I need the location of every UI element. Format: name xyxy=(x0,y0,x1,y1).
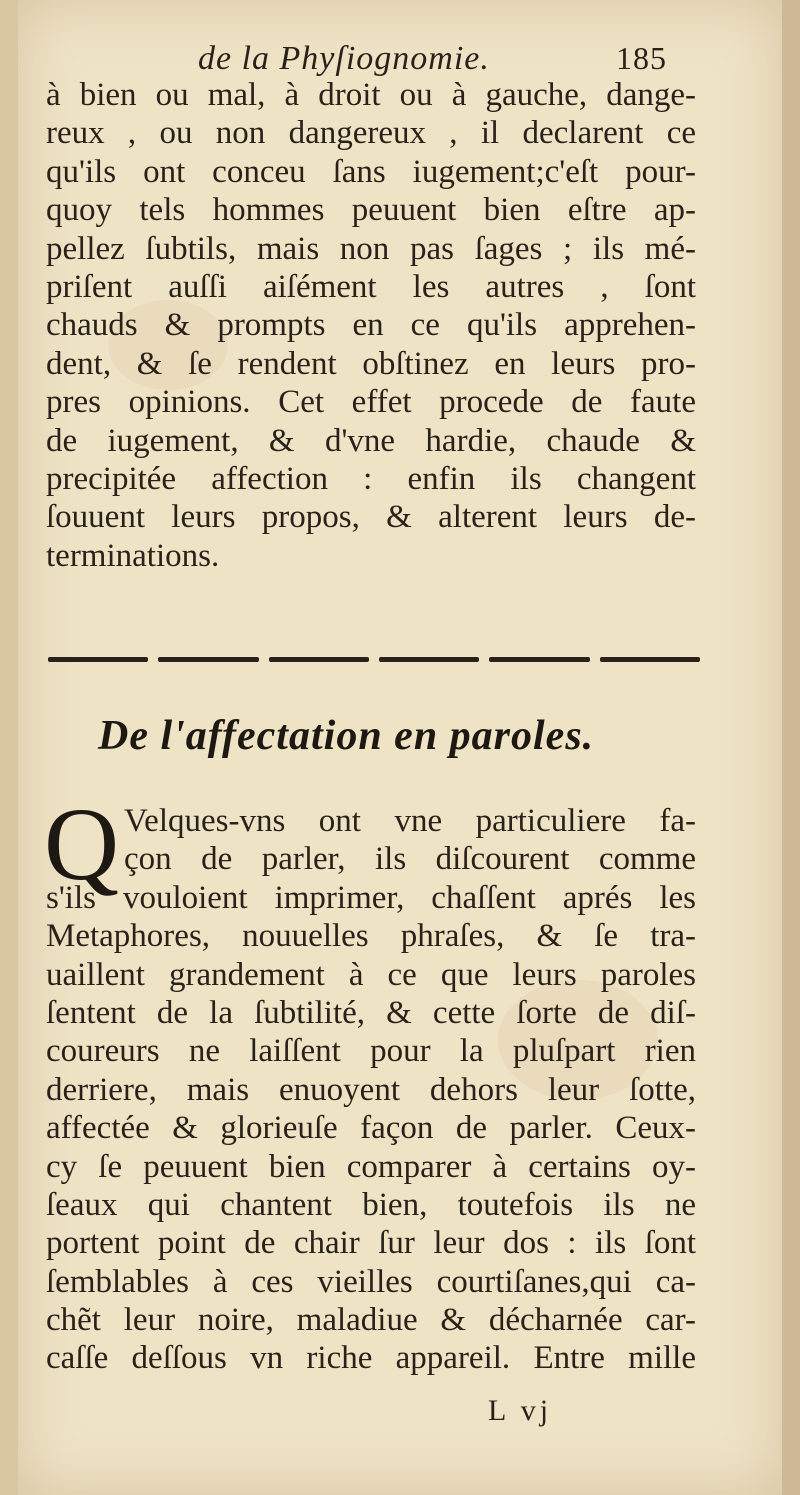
book-page xyxy=(18,0,782,1495)
drop-capital: Q xyxy=(44,787,120,902)
text-line: portent point de chair ſur leur dos : ils ſont xyxy=(46,1225,696,1262)
text-line: Metaphores, nouuelles phraſes, & ſe tra- xyxy=(46,918,696,955)
text-line: ſouuent leurs propos, & alterent leurs de- xyxy=(46,499,696,536)
text-line: ſentent de la ſubtilité, & cette ſorte de diſ- xyxy=(46,994,696,1031)
text-line: uaillent grandement à ce que leurs paroles xyxy=(46,956,696,993)
text-line: coureurs ne laiſſent pour la pluſpart rien xyxy=(46,1033,696,1070)
page-gutter xyxy=(0,0,18,1495)
text-line: s'ils vouloient imprimer, chaſſent aprés les xyxy=(46,879,696,916)
text-line: cy ſe peuuent bien comparer à certains oy- xyxy=(46,1148,696,1185)
section-heading: De l'affectation en paroles. xyxy=(98,713,595,759)
text-line: precipitée affection : enfin ils changent xyxy=(46,460,696,497)
text-line: reux , ou non dangereux , il declarent ce xyxy=(46,115,696,152)
paragraph-opening-lines xyxy=(124,802,696,879)
text-line: chauds & prompts en ce qu'ils apprehen- xyxy=(46,307,696,344)
text-line: priſent auſſi aiſément les autres , ſont xyxy=(46,268,696,305)
text-line: terminations. xyxy=(46,537,220,574)
page-number: 185 xyxy=(616,40,667,76)
text-line: Velques-vns ont vne particuliere fa- xyxy=(124,803,696,839)
text-line: quoy tels hommes peuuent bien eſtre ap- xyxy=(46,192,696,229)
text-line: pres opinions. Cet effet procede de faute xyxy=(46,384,696,421)
text-line: ſeaux qui chantent bien, toutefois ils ne xyxy=(46,1186,696,1223)
text-line: affectée & glorieuſe façon de parler. Ceux- xyxy=(46,1110,696,1147)
text-line: dent, & ſe rendent obſtinez en leurs pro- xyxy=(46,345,696,382)
text-line: de iugement, & d'vne hardie, chaude & xyxy=(46,422,696,459)
text-line: ſemblables à ces vieilles courtiſanes,qui ca- xyxy=(46,1263,696,1300)
text-line: qu'ils ont conceu ſans iugement;c'eſt pour- xyxy=(46,153,696,190)
running-head-title: de la Phyſiognomie. xyxy=(198,40,490,77)
text-line: chẽt leur noire, maladiue & décharnée car- xyxy=(46,1302,696,1339)
signature-mark: L vj xyxy=(488,1394,553,1427)
ornamental-rule xyxy=(48,656,700,664)
text-line: pellez ſubtils, mais non pas ſages ; ils mé- xyxy=(46,230,696,267)
text-line: caſſe deſſous vn riche appareil. Entre mille xyxy=(46,1340,696,1377)
paragraph-main xyxy=(46,879,696,1378)
paragraph-continued xyxy=(46,76,696,575)
text-line: çon de parler, ils diſcourent comme xyxy=(124,841,696,878)
page-edge xyxy=(782,0,800,1495)
text-line: à bien ou mal, à droit ou à gauche, dange- xyxy=(46,77,696,113)
text-line: derriere, mais enuoyent dehors leur ſotte, xyxy=(46,1071,696,1108)
